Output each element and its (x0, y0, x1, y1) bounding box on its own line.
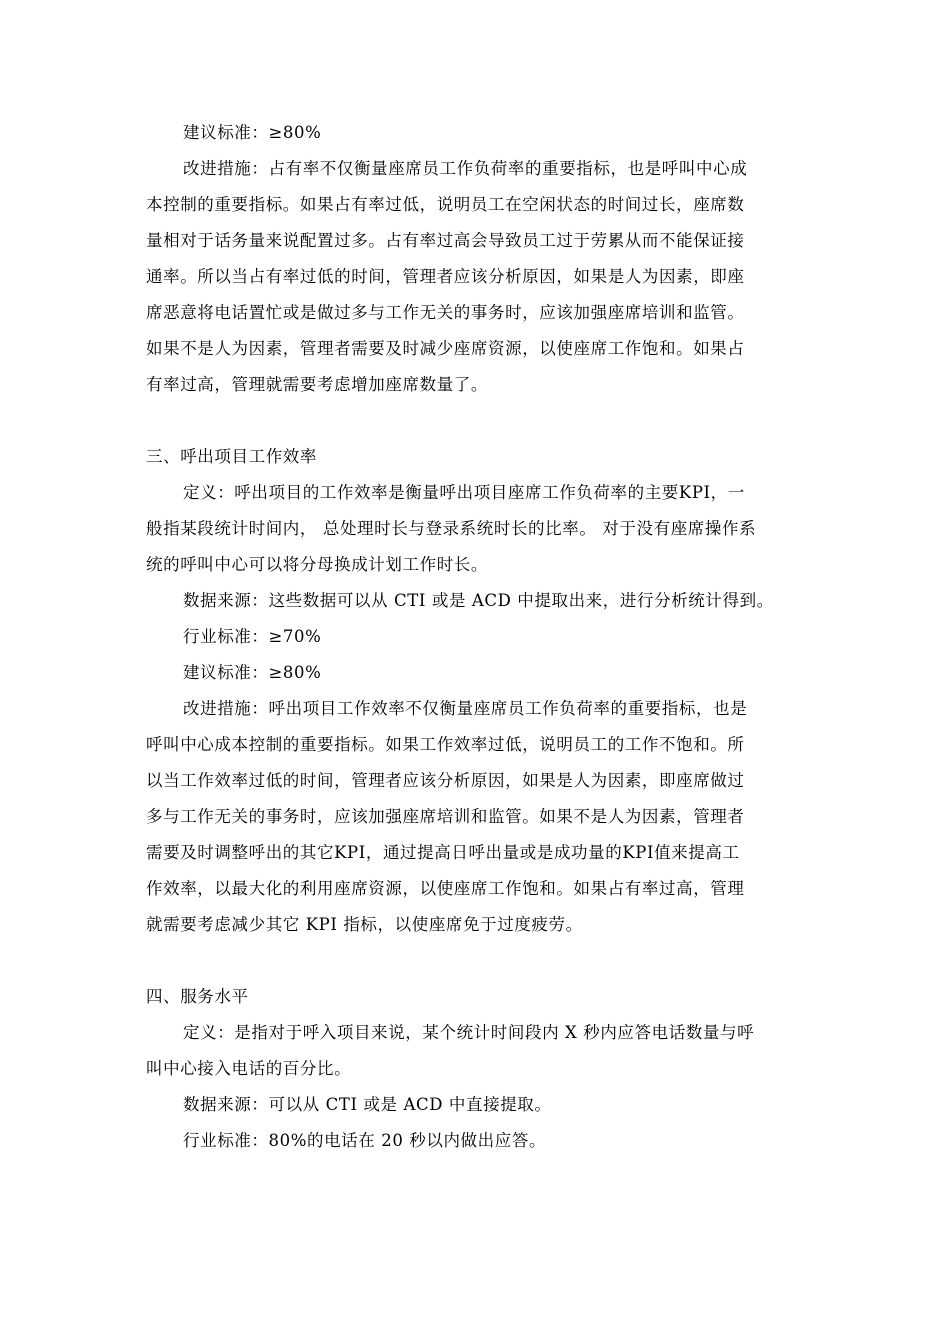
definition-line: 般指某段统计时间内， 总处理时长与登录系统时长的比率。 对于没有座席操作系 (146, 519, 757, 538)
improvement-line: 量相对于话务量来说配置过多。占有率过高会导致员工过于劳累从而不能保证接 (146, 231, 745, 250)
improvement-line: 通率。所以当占有率过低的时间，管理者应该分析原因，如果是人为因素，即座 (146, 267, 745, 286)
improvement-line: 作效率，以最大化的利用座席资源，以使座席工作饱和。如果占有率过高，管理 (146, 879, 745, 898)
data-source: 数据来源：这些数据可以从 CTI 或是 ACD 中提取出来，进行分析统计得到。 (183, 591, 774, 610)
section-heading: 三、呼出项目工作效率 (146, 447, 317, 466)
improvement-line: 改进措施：占有率不仅衡量座席员工作负荷率的重要指标，也是呼叫中心成 (183, 159, 748, 178)
definition-line: 叫中心接入电话的百分比。 (146, 1059, 352, 1078)
improvement-line: 以当工作效率过低的时间，管理者应该分析原因，如果是人为因素，即座席做过 (146, 771, 745, 790)
data-source: 数据来源：可以从 CTI 或是 ACD 中直接提取。 (183, 1095, 552, 1114)
improvement-line: 需要及时调整呼出的其它KPI，通过提高日呼出量或是成功量的KPI值来提高工 (146, 843, 740, 862)
improvement-line: 改进措施：呼出项目工作效率不仅衡量座席员工作负荷率的重要指标，也是 (183, 699, 748, 718)
definition-line: 统的呼叫中心可以将分母换成计划工作时长。 (146, 555, 488, 574)
improvement-line: 席恶意将电话置忙或是做过多与工作无关的事务时，应该加强座席培训和监管。 (146, 303, 745, 322)
improvement-line: 呼叫中心成本控制的重要指标。如果工作效率过低，说明员工的工作不饱和。所 (146, 735, 745, 754)
industry-standard: 行业标准：≥70% (183, 627, 322, 646)
improvement-line: 如果不是人为因素，管理者需要及时减少座席资源，以使座席工作饱和。如果占 (146, 339, 745, 358)
improvement-line: 有率过高，管理就需要考虑增加座席数量了。 (146, 375, 488, 394)
suggested-standard: 建议标准：≥80% (183, 663, 322, 682)
section-heading: 四、服务水平 (146, 987, 249, 1006)
definition-line: 定义：是指对于呼入项目来说，某个统计时间段内 X 秒内应答电话数量与呼 (183, 1023, 755, 1042)
improvement-line: 多与工作无关的事务时，应该加强座席培训和监管。如果不是人为因素，管理者 (146, 807, 745, 826)
improvement-line: 就需要考虑减少其它 KPI 指标，以使座席免于过度疲劳。 (146, 915, 583, 934)
industry-standard: 行业标准：80%的电话在 20 秒以内做出应答。 (183, 1131, 547, 1150)
improvement-line: 本控制的重要指标。如果占有率过低，说明员工在空闲状态的时间过长，座席数 (146, 195, 745, 214)
suggested-standard: 建议标准：≥80% (183, 123, 322, 142)
definition-line: 定义：呼出项目的工作效率是衡量呼出项目座席工作负荷率的主要KPI，一 (183, 483, 745, 502)
